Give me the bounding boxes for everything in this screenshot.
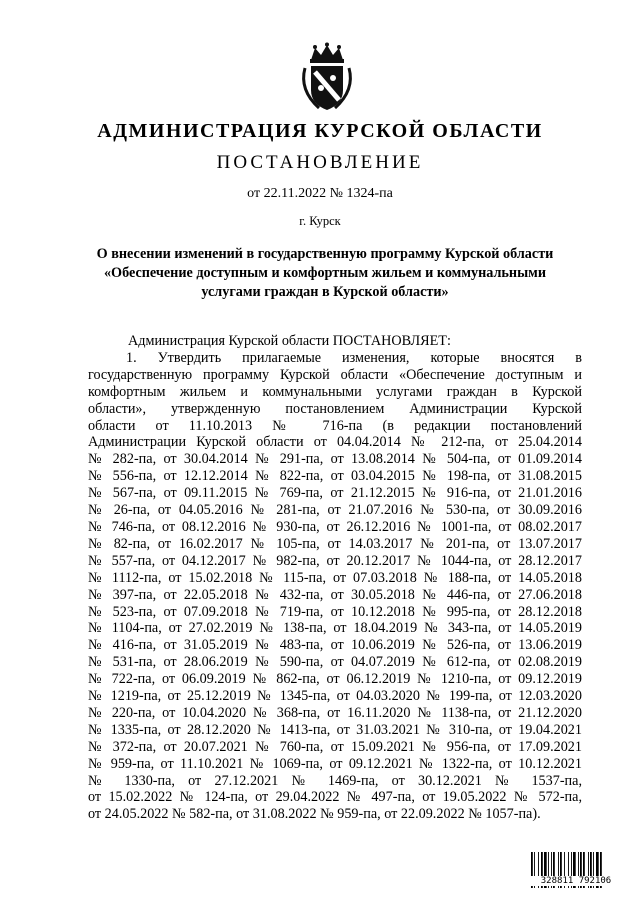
- body-line: № 82-па, от 16.02.2017 № 105-па, от 14.03.2017 № 201-па, от 13.07.2017: [88, 535, 582, 552]
- document-date-number: от 22.11.2022 № 1324-па: [247, 186, 393, 201]
- body-line: № 416-па, от 31.05.2019 № 483-па, от 10.06.2019 № 526-па, от 13.06.2019: [88, 637, 582, 654]
- body-line: № 220-па, от 10.04.2020 № 368-па, от 16.11.2020 № 1138-па, от 21.12.2020: [88, 704, 582, 721]
- body-line: от 15.02.2022 № 124-па, от 29.04.2022 № 497-па, от 19.05.2022 № 572-па,: [88, 789, 582, 806]
- body-line: № 1219-па, от 25.12.2019 № 1345-па, от 04.03.2020 № 199-па, от 12.03.2020: [88, 688, 582, 705]
- body-line: № 1330-па, от 27.12.2021 № 1469-па, от 30.12.2021 № 1537-па,: [88, 772, 582, 789]
- body-line: № 959-па, от 11.10.2021 № 1069-па, от 09.12.2021 № 1322-па, от 10.12.2021: [88, 755, 582, 772]
- body-line: № 531-па, от 28.06.2019 № 590-па, от 04.07.2019 № 612-па, от 02.08.2019: [88, 654, 582, 671]
- body-line: № 1104-па, от 27.02.2019 № 138-па, от 18.04.2019 № 343-па, от 14.05.2019: [88, 620, 582, 637]
- body-line: № 746-па, от 08.12.2016 № 930-па, от 26.12.2016 № 1001-па, от 08.02.2017: [88, 518, 582, 535]
- heading-line: «Обеспечение доступным и комфортным жильем и коммунальными: [103, 265, 547, 281]
- body-line: 1. Утвердить прилагаемые изменения, которые вносятся в: [126, 349, 582, 366]
- body-line: комфортным жильем и коммунальными услугами граждан в Курской: [88, 383, 582, 400]
- document-type: ПОСТАНОВЛЕНИЕ: [216, 152, 424, 173]
- document-city: г. Курск: [299, 214, 341, 228]
- body-line: № 722-па, от 06.09.2019 № 862-па, от 06.12.2019 № 1210-па, от 09.12.2019: [88, 671, 582, 688]
- body-intro: Администрация Курской области ПОСТАНОВЛЯЕТ:: [128, 333, 451, 349]
- body-line: № 397-па, от 22.05.2018 № 432-па, от 30.05.2018 № 446-па, от 27.06.2018: [88, 586, 582, 603]
- document-heading: [70, 245, 580, 302]
- body-line: № 557-па, от 04.12.2017 № 982-па, от 20.12.2017 № 1044-па, от 28.12.2017: [88, 552, 582, 569]
- body-line: № 1112-па, от 15.02.2018 № 115-па, от 07.03.2018 № 188-па, от 14.05.2018: [88, 569, 582, 586]
- organization-title: АДМИНИСТРАЦИЯ КУРСКОЙ ОБЛАСТИ: [97, 120, 543, 142]
- barcode-number: 328811 792106: [530, 876, 622, 886]
- body-line: государственную программу Курской области «Обеспечение доступным и: [88, 366, 582, 383]
- coat-of-arms-icon: [297, 42, 357, 114]
- heading-line: услугами граждан в Курской области»: [201, 284, 449, 300]
- body-line: от 24.05.2022 № 582-па, от 31.08.2022 № 959-па, от 22.09.2022 № 1057-па).: [88, 806, 541, 823]
- body-line: № 1335-па, от 28.12.2020 № 1413-па, от 31.03.2021 № 310-па, от 19.04.2021: [88, 721, 582, 738]
- body-line: области», утвержденную постановлением Администрации Курской: [88, 400, 582, 417]
- document-body: [88, 333, 582, 823]
- body-line: № 567-па, от 09.11.2015 № 769-па, от 21.12.2015 № 916-па, от 21.01.2016: [88, 485, 582, 502]
- body-line: № 523-па, от 07.09.2018 № 719-па, от 10.12.2018 № 995-па, от 28.12.2018: [88, 603, 582, 620]
- body-line: № 282-па, от 30.04.2014 № 291-па, от 13.08.2014 № 504-па, от 01.09.2014: [88, 451, 582, 468]
- body-line: № 26-па, от 04.05.2016 № 281-па, от 21.07.2016 № 530-па, от 30.09.2016: [88, 502, 582, 519]
- heading-line: О внесении изменений в государственную программу Курской области: [96, 246, 554, 262]
- body-line: № 372-па, от 20.07.2021 № 760-па, от 15.09.2021 № 956-па, от 17.09.2021: [88, 738, 582, 755]
- body-line: Администрации Курской области от 04.04.2014 № 212-па, от 25.04.2014: [88, 434, 582, 451]
- body-line: № 556-па, от 12.12.2014 № 822-па, от 03.04.2015 № 198-па, от 31.08.2015: [88, 468, 582, 485]
- body-line: области от 11.10.2013 № 716-па (в редакции постановлений: [88, 417, 582, 434]
